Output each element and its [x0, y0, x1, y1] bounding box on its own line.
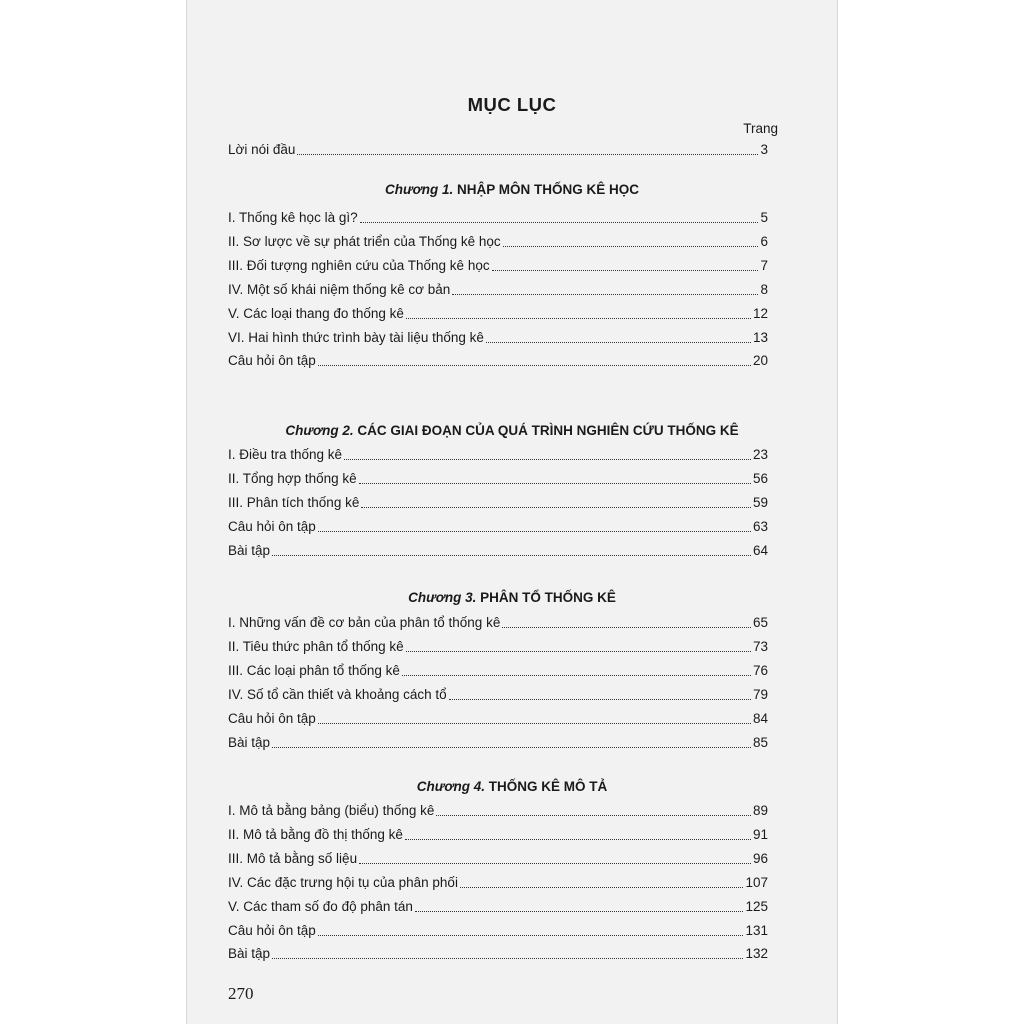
toc-entry-label: I. Điều tra thống kê [228, 447, 343, 462]
toc-entry-page: 65 [752, 615, 768, 630]
toc-entry [228, 494, 768, 512]
dot-leader [402, 675, 751, 676]
toc-entry-label: III. Các loại phân tổ thống kê [228, 662, 400, 678]
toc-entry [228, 446, 768, 464]
toc-entry-label: V. Các tham số đo độ phân tán [228, 898, 413, 914]
toc-entry-page: 56 [752, 470, 768, 486]
chapter-name: THỐNG KÊ MÔ TẢ [488, 779, 608, 794]
toc-entry-page: 73 [752, 638, 768, 654]
page-column-header: Trang [743, 121, 778, 136]
toc-entry-label: Bài tập [228, 946, 271, 962]
chapter-prefix: Chương 1. [385, 182, 454, 197]
toc-entry-page: 107 [745, 874, 768, 890]
toc-entry-page: 132 [745, 946, 768, 962]
dot-leader [415, 911, 744, 912]
toc-entry-page: 64 [752, 542, 768, 558]
dot-leader [272, 555, 751, 556]
dot-leader [486, 342, 751, 343]
dot-leader [405, 839, 751, 840]
dot-leader [460, 887, 744, 888]
dot-leader [272, 747, 751, 748]
toc-entry-page: 79 [752, 686, 768, 702]
toc-entry [228, 874, 768, 892]
toc-entry-label: Câu hỏi ôn tập [228, 710, 316, 726]
toc-entry-page: 125 [745, 898, 768, 914]
toc-entry-page: 20 [752, 353, 768, 369]
toc-entry-label: III. Phân tích thống kê [228, 494, 360, 510]
toc-entry-label: V. Các loại thang đo thống kê [228, 305, 404, 321]
chapter-heading [186, 423, 838, 438]
toc-entry-page: 12 [752, 305, 768, 321]
toc-entry [228, 850, 768, 868]
chapter-prefix: Chương 2. [285, 423, 354, 438]
toc-entry-label: VI. Hai hình thức trình bày tài liệu thống kê [228, 329, 484, 345]
toc-entry-label: Câu hỏi ôn tập [228, 922, 316, 938]
dot-leader [359, 483, 751, 484]
toc-entry-page: 84 [752, 710, 768, 726]
toc-entry-page: 96 [752, 850, 768, 866]
chapter-heading [186, 590, 838, 605]
toc-entry [228, 470, 768, 488]
toc-entry-page: 23 [752, 447, 768, 462]
toc-entry-label: Lời nói đầu [228, 142, 296, 157]
toc-entry-page: 59 [752, 494, 768, 510]
chapter-heading [186, 182, 838, 197]
toc-entry-label: II. Mô tả bằng đồ thị thống kê [228, 826, 403, 842]
toc-entry-page: 6 [760, 233, 768, 249]
dot-leader [502, 627, 751, 628]
toc-entry [228, 233, 768, 251]
dot-leader [344, 459, 751, 460]
toc-entry [228, 209, 768, 227]
toc-entry-page: 89 [752, 803, 768, 818]
dot-leader [406, 651, 751, 652]
dot-leader [492, 270, 759, 271]
toc-entry [228, 710, 768, 728]
dot-leader [361, 507, 751, 508]
page-title: MỤC LỤC [467, 94, 557, 115]
toc-entry-page: 13 [752, 329, 768, 345]
chapter-name: PHÂN TỔ THỐNG KÊ [480, 590, 616, 605]
toc-entry-label: Bài tập [228, 542, 271, 558]
toc-entry-label: I. Thống kê học là gì? [228, 210, 358, 225]
dot-leader [360, 222, 759, 223]
toc-entry-page: 85 [752, 734, 768, 750]
toc-entry [228, 802, 768, 820]
toc-entry-page: 131 [745, 922, 768, 938]
toc-entry-page: 3 [760, 142, 768, 157]
toc-entry [228, 826, 768, 844]
toc-entry-label: I. Mô tả bằng bảng (biểu) thống kê [228, 803, 435, 818]
toc-entry-label: II. Sơ lược về sự phát triển của Thống kê học [228, 233, 501, 249]
dot-leader [406, 318, 751, 319]
chapter-name: CÁC GIAI ĐOẠN CỦA QUÁ TRÌNH NGHIÊN CỨU THỐNG KÊ [357, 423, 739, 438]
toc-entry [228, 281, 768, 299]
chapter-name: NHẬP MÔN THỐNG KÊ HỌC [456, 182, 639, 197]
toc-entry [228, 518, 768, 536]
toc-entry-label: Câu hỏi ôn tập [228, 518, 316, 534]
dot-leader [452, 294, 758, 295]
chapter-prefix: Chương 3. [408, 590, 477, 605]
toc-entry [228, 922, 768, 940]
toc-entry [228, 614, 768, 632]
dot-leader [318, 531, 751, 532]
toc-entry-preface [228, 141, 768, 159]
toc-entry [228, 734, 768, 752]
dot-leader [503, 246, 759, 247]
toc-entry-page: 63 [752, 518, 768, 534]
chapter-prefix: Chương 4. [416, 779, 485, 794]
toc-entry [228, 662, 768, 680]
dot-leader [436, 815, 751, 816]
toc-entry [228, 305, 768, 323]
toc-entry-label: II. Tổng hợp thống kê [228, 470, 357, 486]
dot-leader [318, 365, 751, 366]
toc-entry-page: 8 [760, 281, 768, 297]
toc-entry-label: II. Tiêu thức phân tổ thống kê [228, 638, 404, 654]
toc-entry [228, 329, 768, 347]
toc-entry [228, 686, 768, 704]
toc-entry-label: III. Đối tượng nghiên cứu của Thống kê học [228, 257, 490, 273]
toc-entry [228, 638, 768, 656]
toc-entry [228, 542, 768, 560]
chapter-heading [186, 779, 838, 794]
toc-entry-page: 91 [752, 826, 768, 842]
toc-entry [228, 945, 768, 963]
book-page [186, 0, 838, 1024]
toc-entry-label: IV. Số tổ cần thiết và khoảng cách tổ [228, 686, 447, 702]
toc-entry [228, 257, 768, 275]
toc-entry-page: 5 [760, 210, 768, 225]
dot-leader [318, 935, 744, 936]
toc-entry-label: I. Những vấn đề cơ bản của phân tổ thống kê [228, 615, 501, 630]
toc-entry-page: 7 [760, 257, 768, 273]
dot-leader [297, 154, 758, 155]
toc-entry-page: 76 [752, 662, 768, 678]
dot-leader [318, 723, 751, 724]
toc-entry-label: IV. Các đặc trưng hội tụ của phân phối [228, 874, 458, 890]
toc-entry-label: IV. Một số khái niệm thống kê cơ bản [228, 281, 451, 297]
toc-entry [228, 898, 768, 916]
toc-entry-label: Câu hỏi ôn tập [228, 353, 316, 369]
toc-entry-label: Bài tập [228, 734, 271, 750]
page-number: 270 [228, 984, 254, 1003]
dot-leader [272, 958, 743, 959]
toc-entry-label: III. Mô tả bằng số liệu [228, 850, 358, 866]
dot-leader [449, 699, 751, 700]
toc-entry [228, 352, 768, 370]
dot-leader [359, 863, 751, 864]
